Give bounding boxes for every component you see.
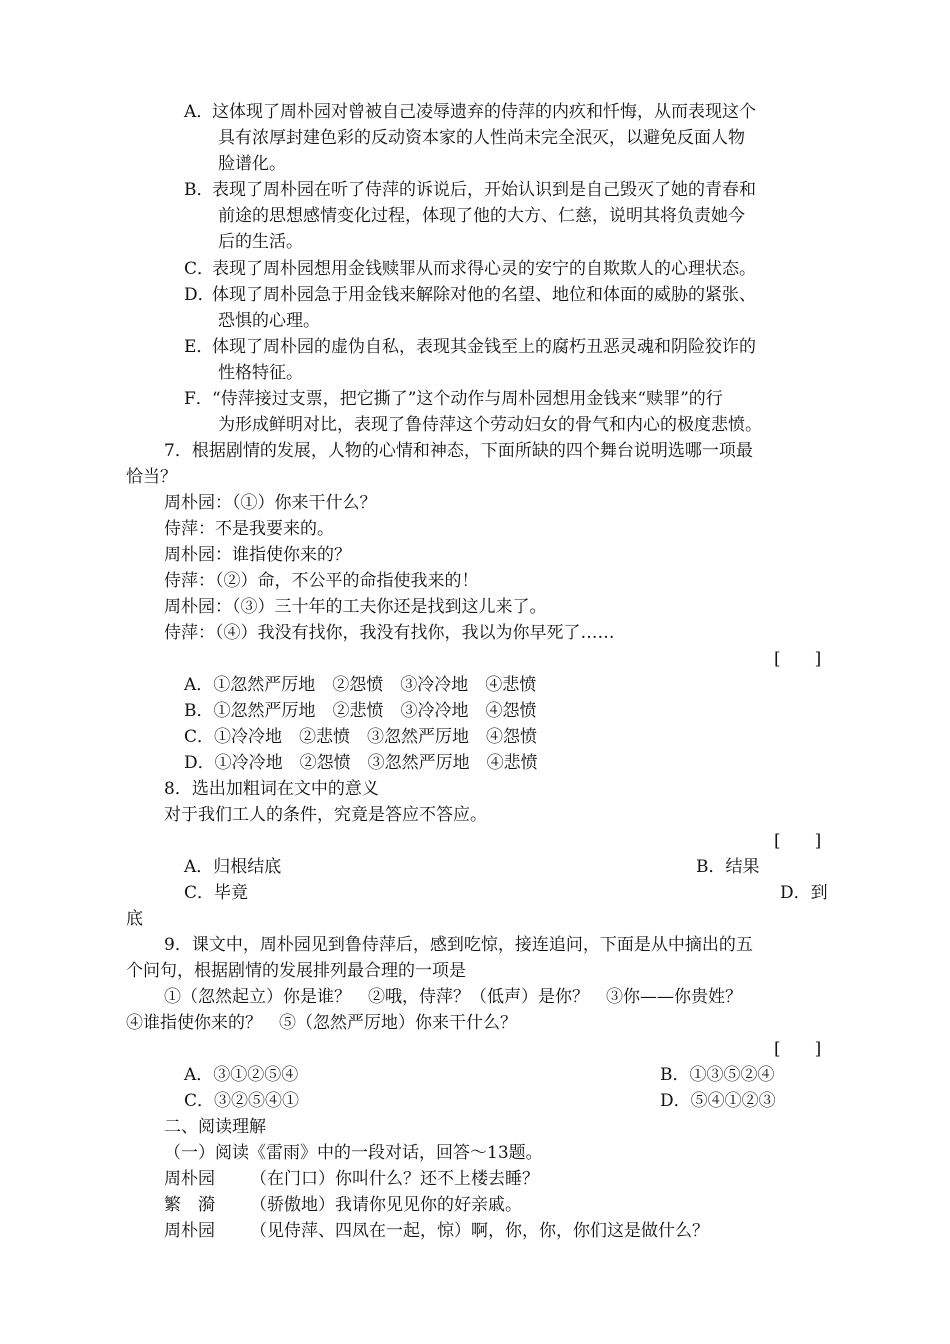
option-text-line: 后的生活。 bbox=[218, 232, 303, 252]
option-letter: F． bbox=[184, 389, 213, 409]
speaker-line: （在门口）你叫什么？还不上楼去睡？ bbox=[250, 1169, 539, 1189]
section-title: 二、阅读理解 bbox=[164, 1117, 266, 1137]
option-text-line: 具有浓厚封建色彩的反动资本家的人性尚未完全泯灭，以避免反面人物 bbox=[218, 128, 745, 148]
speaker-line: （见侍萍、四凤在一起，惊）啊，你，你，你们这是做什么？ bbox=[250, 1221, 709, 1241]
question-stem: 8．选出加粗词在文中的意义 bbox=[164, 779, 379, 799]
answer-option-d: D．⑤④①②③ bbox=[660, 1091, 776, 1111]
speaker-name: 繁 漪 bbox=[164, 1195, 215, 1215]
option-letter: A． bbox=[184, 102, 214, 122]
answer-option: B．①忽然严厉地 ②悲愤 ③冷冷地 ④怨愤 bbox=[184, 701, 537, 721]
answer-bracket: [ ] bbox=[774, 1039, 822, 1059]
dialogue-line: 侍萍：（②）命，不公平的命指使我来的！ bbox=[164, 571, 479, 591]
answer-option-b: B．①③⑤②④ bbox=[660, 1065, 775, 1085]
option-text-line: 表现了周朴园想用金钱赎罪从而求得心灵的安宁的自欺欺人的心理状态。 bbox=[212, 259, 756, 279]
option-letter: E． bbox=[184, 337, 214, 357]
option-text-line: 前途的思想感情变化过程，体现了他的大方、仁慈，说明其将负责她今 bbox=[218, 206, 745, 226]
option-letter: B． bbox=[184, 180, 214, 200]
answer-option-a: A．③①②⑤④ bbox=[184, 1065, 299, 1085]
dialogue-line: 周朴园：（③）三十年的工夫你还是找到这儿来了。 bbox=[164, 597, 547, 617]
question-stem: 7．根据剧情的发展，人物的心情和神态，下面所缺的四个舞台说明选哪一项最 bbox=[164, 441, 753, 461]
speaker-name: 周朴园 bbox=[164, 1221, 215, 1241]
option-text-line: 恐惧的心理。 bbox=[218, 311, 320, 331]
question-stem: 恰当？ bbox=[126, 467, 177, 487]
speaker-line: （骄傲地）我请你见见你的好亲戚。 bbox=[250, 1195, 522, 1215]
option-text-line: “侍萍接过支票，把它撕了”这个动作与周朴园想用金钱来“赎罪”的行 bbox=[212, 389, 723, 409]
question-items: ④谁指使你来的？ ⑤（忽然严厉地）你来干什么？ bbox=[126, 1013, 517, 1033]
answer-bracket: [ ] bbox=[774, 831, 822, 851]
option-text-line: 为形成鲜明对比，表现了鲁侍萍这个劳动妇女的骨气和内心的极度悲愤。 bbox=[218, 415, 762, 435]
question-items: ①（忽然起立）你是谁？ ②哦，侍萍？（低声）是你？ ③你——你贵姓？ bbox=[164, 987, 742, 1007]
option-text-line: 性格特征。 bbox=[218, 363, 303, 383]
answer-option: C．①冷冷地 ②悲愤 ③忽然严厉地 ④怨愤 bbox=[184, 727, 538, 747]
answer-option-b: B．结果 bbox=[696, 857, 760, 877]
answer-option-c: C．毕竟 bbox=[184, 883, 249, 903]
answer-option-d: D．到 bbox=[780, 883, 828, 903]
option-text-line: 这体现了周朴园对曾被自己凌辱遗弃的侍萍的内疚和忏悔，从而表现这个 bbox=[212, 102, 756, 122]
option-text-line: 脸谱化。 bbox=[218, 154, 286, 174]
dialogue-line: 周朴园：谁指使你来的？ bbox=[164, 545, 351, 565]
option-text-line: 表现了周朴园在听了侍萍的诉说后，开始认识到是自己毁灭了她的青春和 bbox=[212, 180, 756, 200]
question-stem: 9．课文中，周朴园见到鲁侍萍后，感到吃惊，接连追问，下面是从中摘出的五 bbox=[164, 935, 753, 955]
answer-option-c: C．③②⑤④① bbox=[184, 1091, 300, 1111]
answer-bracket: [ ] bbox=[774, 649, 822, 669]
dialogue-line: 周朴园：（①）你来干什么？ bbox=[164, 493, 377, 513]
answer-option: D．①冷冷地 ②怨愤 ③忽然严厉地 ④悲愤 bbox=[184, 753, 538, 773]
answer-option-d-wrap: 底 bbox=[126, 909, 143, 929]
section-intro: （一）阅读《雷雨》中的一段对话，回答～13题。 bbox=[164, 1143, 543, 1163]
speaker-name: 周朴园 bbox=[164, 1169, 215, 1189]
dialogue-line: 侍萍：不是我要来的。 bbox=[164, 519, 334, 539]
answer-option-a: A．归根结底 bbox=[184, 857, 282, 877]
option-letter: C． bbox=[184, 259, 215, 279]
option-letter: D． bbox=[184, 285, 215, 305]
dialogue-line: 侍萍：（④）我没有找你，我没有找你，我以为你早死了…… bbox=[164, 623, 615, 643]
answer-option: A．①忽然严厉地 ②怨愤 ③冷冷地 ④悲愤 bbox=[184, 675, 537, 695]
option-text-line: 体现了周朴园的虚伪自私，表现其金钱至上的腐朽丑恶灵魂和阴险狡诈的 bbox=[212, 337, 756, 357]
option-text-line: 体现了周朴园急于用金钱来解除对他的名望、地位和体面的威胁的紧张、 bbox=[212, 285, 756, 305]
question-stem: 个问句，根据剧情的发展排列最合理的一项是 bbox=[126, 961, 466, 981]
question-sentence: 对于我们工人的条件，究竟是答应不答应。 bbox=[164, 805, 487, 825]
